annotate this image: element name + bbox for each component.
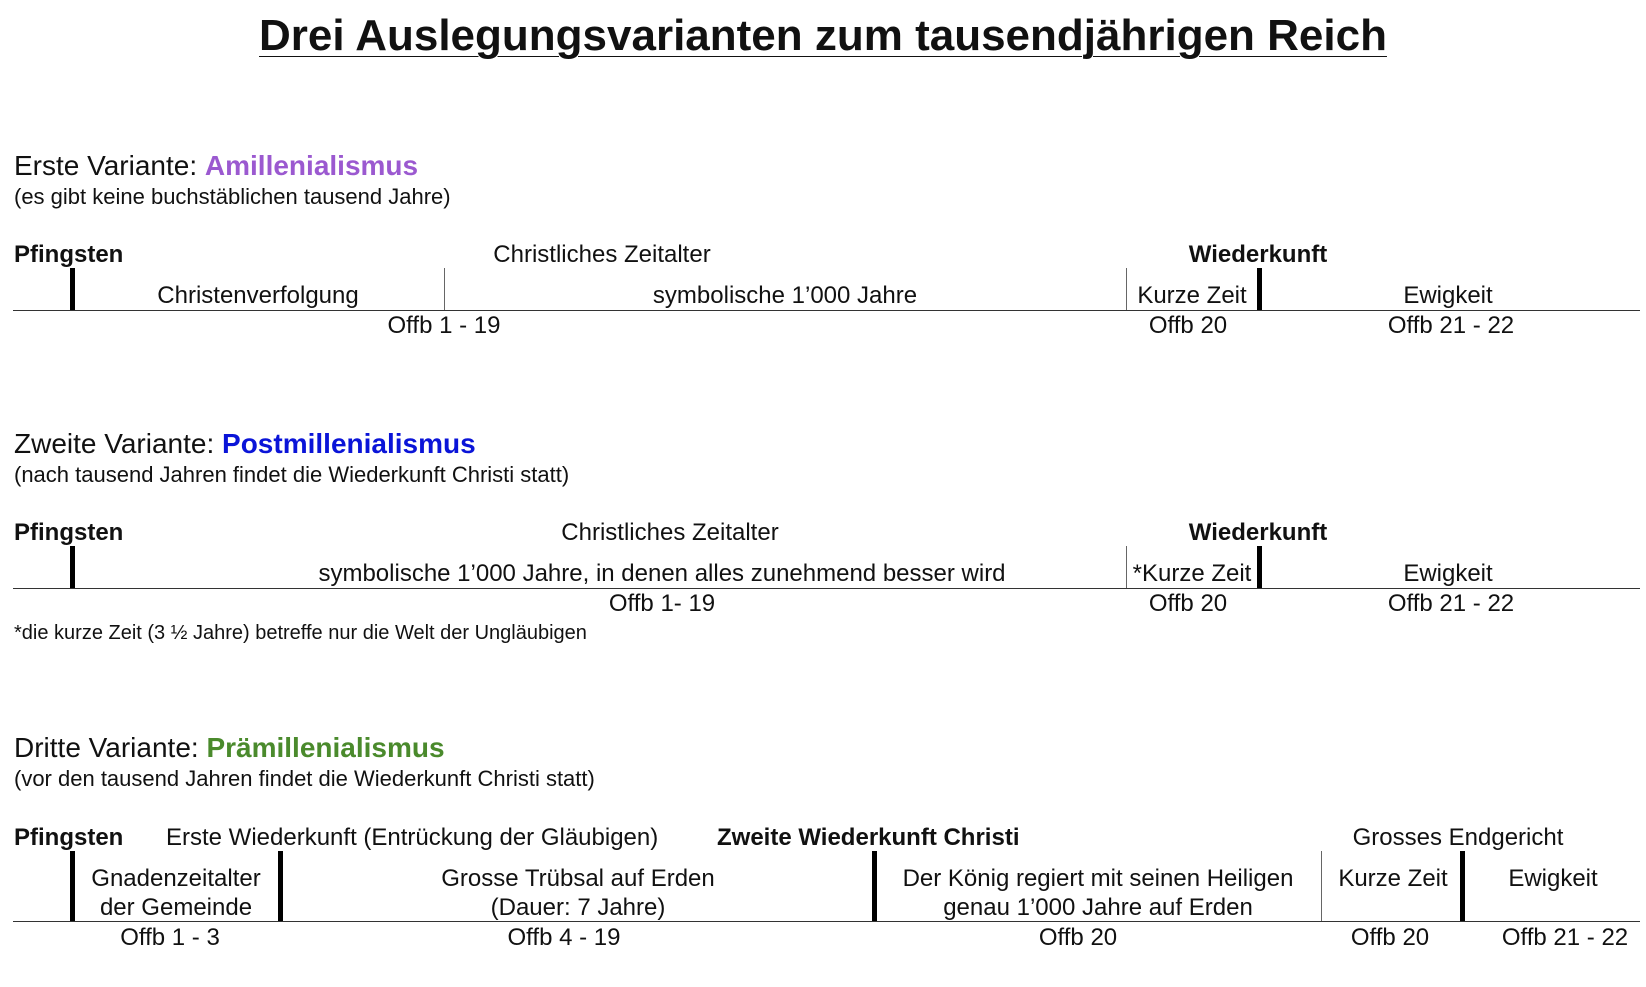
segment-label: Kurze Zeit bbox=[1137, 282, 1247, 309]
scripture-ref: Offb 1 - 19 bbox=[387, 312, 501, 339]
variant-name: Postmillenialismus bbox=[222, 428, 476, 459]
scripture-ref: Offb 21 - 22 bbox=[1387, 590, 1515, 617]
timeline-divider bbox=[1126, 546, 1127, 588]
segment-label: Kurze Zeit bbox=[1338, 865, 1448, 892]
timeline-marker-zweite-wiederkunft bbox=[872, 851, 877, 921]
variant-heading: Zweite Variante: Postmillenialismus bbox=[14, 428, 476, 459]
segment-label: symbolische 1’000 Jahre, in denen alles zunehmend besser wird bbox=[318, 560, 1006, 587]
variant-heading: Erste Variante: Amillenialismus bbox=[14, 150, 419, 181]
scripture-ref: Offb 20 bbox=[1148, 590, 1228, 617]
event-pfingsten: Pfingsten bbox=[14, 519, 124, 546]
scripture-ref: Offb 21 - 22 bbox=[1501, 924, 1629, 951]
timeline-axis bbox=[13, 310, 1640, 311]
timeline-divider bbox=[444, 268, 445, 310]
scripture-ref: Offb 1- 19 bbox=[608, 590, 716, 617]
timeline-divider bbox=[1321, 851, 1322, 921]
timeline-marker-pfingsten bbox=[70, 851, 75, 921]
timeline-axis bbox=[13, 921, 1640, 922]
timeline-marker-pfingsten bbox=[70, 268, 75, 310]
timeline-marker-wiederkunft bbox=[1257, 546, 1262, 588]
variant-subtitle: (vor den tausend Jahren findet die Wiederkunft Christi statt) bbox=[14, 766, 595, 791]
segment-label: *Kurze Zeit bbox=[1132, 560, 1252, 587]
timeline-marker-wiederkunft bbox=[1257, 268, 1262, 310]
scripture-ref: Offb 21 - 22 bbox=[1387, 312, 1515, 339]
variant-subtitle: (nach tausend Jahren findet die Wiederkunft Christi statt) bbox=[14, 462, 570, 487]
timeline-divider bbox=[1126, 268, 1127, 310]
segment-label: Ewigkeit bbox=[1508, 865, 1598, 892]
variant-name: Prämillenialismus bbox=[206, 732, 445, 763]
segment-label: Ewigkeit bbox=[1403, 560, 1493, 587]
variant-heading: Dritte Variante: Prämillenialismus bbox=[14, 732, 445, 763]
event-endgericht: Grosses Endgericht bbox=[1352, 824, 1564, 851]
variant-name: Amillenialismus bbox=[204, 150, 419, 181]
timeline-axis bbox=[13, 588, 1640, 589]
era-label: Christliches Zeitalter bbox=[493, 241, 711, 268]
variant-subtitle: (es gibt keine buchstäblichen tausend Jahre) bbox=[14, 184, 451, 209]
event-pfingsten: Pfingsten bbox=[14, 824, 124, 851]
timeline-marker-pfingsten bbox=[70, 546, 75, 588]
timeline-marker-entrueckung bbox=[278, 851, 283, 921]
scripture-ref: Offb 20 bbox=[1038, 924, 1118, 951]
event-erste-wiederkunft: Erste Wiederkunft (Entrückung der Gläubigen) bbox=[166, 824, 659, 851]
segment-label: Ewigkeit bbox=[1403, 282, 1493, 309]
scripture-ref: Offb 20 bbox=[1148, 312, 1228, 339]
scripture-ref: Offb 1 - 3 bbox=[120, 924, 220, 951]
segment-label: genau 1’000 Jahre auf Erden bbox=[943, 894, 1253, 921]
segment-label: Gnadenzeitalter bbox=[91, 865, 261, 892]
era-label: Christliches Zeitalter bbox=[561, 519, 779, 546]
timeline-marker-endgericht bbox=[1460, 851, 1465, 921]
scripture-ref: Offb 4 - 19 bbox=[507, 924, 621, 951]
segment-label: der Gemeinde bbox=[99, 894, 253, 921]
segment-label: Christenverfolgung bbox=[157, 282, 359, 309]
page-title: Drei Auslegungsvarianten zum tausendjährigen Reich bbox=[259, 11, 1387, 60]
event-wiederkunft: Wiederkunft bbox=[1188, 519, 1328, 546]
segment-label: Grosse Trübsal auf Erden bbox=[441, 865, 715, 892]
footnote: *die kurze Zeit (3 ½ Jahre) betreffe nur die Welt der Ungläubigen bbox=[14, 622, 587, 644]
segment-label: Der König regiert mit seinen Heiligen bbox=[902, 865, 1294, 892]
event-wiederkunft: Wiederkunft bbox=[1188, 241, 1328, 268]
segment-label: (Dauer: 7 Jahre) bbox=[490, 894, 666, 921]
event-pfingsten: Pfingsten bbox=[14, 241, 124, 268]
segment-label: symbolische 1’000 Jahre bbox=[652, 282, 918, 309]
scripture-ref: Offb 20 bbox=[1350, 924, 1430, 951]
event-zweite-wiederkunft: Zweite Wiederkunft Christi bbox=[717, 824, 1020, 851]
